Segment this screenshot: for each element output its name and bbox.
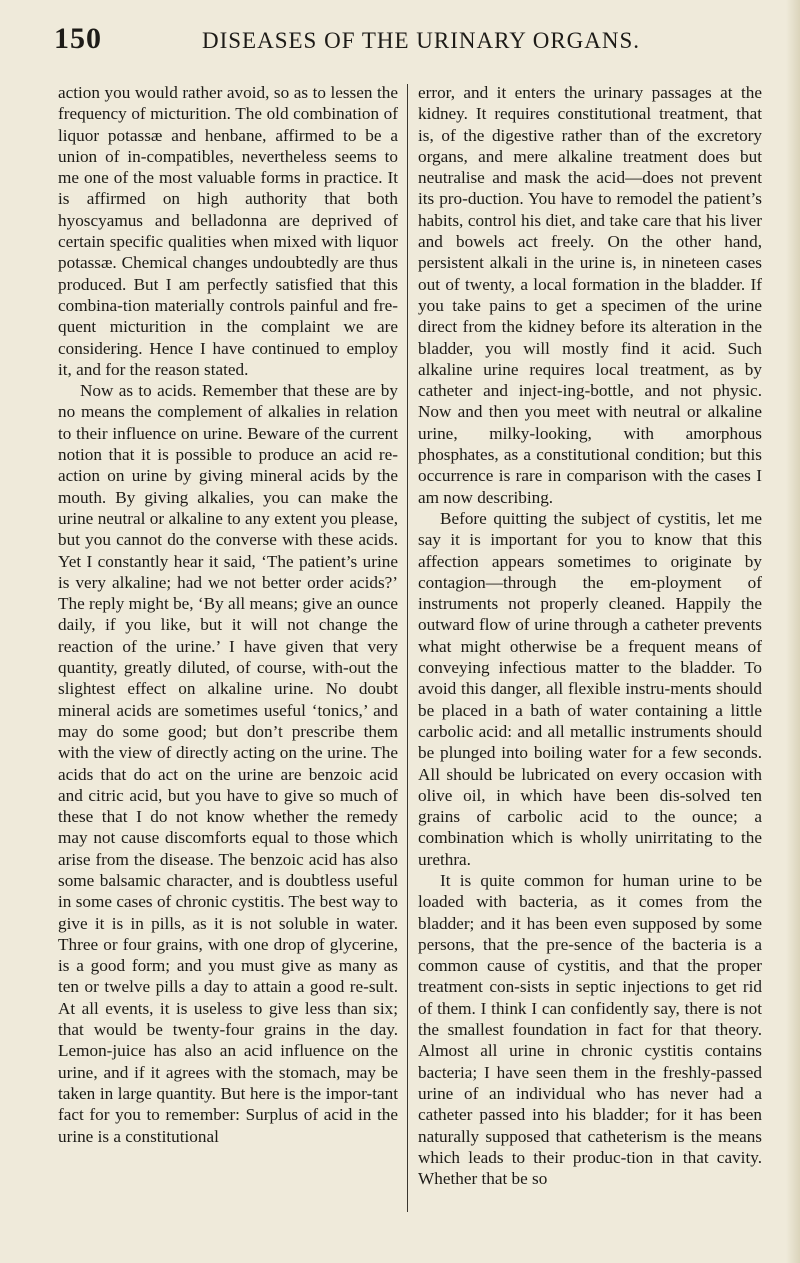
left-column xyxy=(58,82,398,1147)
right-column xyxy=(418,82,762,1189)
page-edge-shadow xyxy=(786,0,800,1263)
page-number: 150 xyxy=(54,22,102,55)
column-divider xyxy=(407,84,408,1212)
paragraph: Before quitting the subject of cystitis, let me say it is important for you to know that this affection appears sometimes to originate by contagion—through the em-ployment of instruments not properly cleaned. Happily the outward flow of urine through a catheter prevents what might otherwise be a frequent means of conveying infectious matter to the bladder. To avoid this danger, all flexible instru-ments should be placed in a bath of water containing a little carbolic acid: and all metallic instruments should be plunged into boiling water for a few seconds. All should be lubricated on every occasion with olive oil, in which have been dis-solved ten grains of carbolic acid to the ounce; a combination which is wholly unirritating to the urethra. xyxy=(418,508,762,869)
paragraph: It is quite common for human urine to be loaded with bacteria, as it comes from the bladder; and it has been even supposed by some persons, that the pre-sence of the bacteria is a common cause of cystitis, and that the proper treatment con-sists in septic injections to get rid of them. I think I can confidently say, there is not the smallest foundation in fact for that theory. Almost all urine in chronic cystitis contains bacteria; I have seen them in the freshly-passed urine of an individual who has never had a catheter passed into his bladder; for it has been naturally supposed that catheterism is the means which leads to their produc-tion in that cavity. Whether that be so xyxy=(418,870,762,1189)
paragraph: action you would rather avoid, so as to lessen the frequency of micturition. The old combination of liquor potassæ and henbane, affirmed to be a union of in-compatibles, nevertheless seems to me one of the most valuable forms in practice. It is affirmed on high authority that both hyoscyamus and belladonna are deprived of certain specific qualities when mixed with liquor potassæ. Chemical changes undoubtedly are thus produced. But I am perfectly satisfied that this combina-tion materially controls painful and fre-quent micturition in the complaint we are considering. Hence I have continued to employ it, and for the reason stated. xyxy=(58,83,398,379)
paragraph: Now as to acids. Remember that these are by no means the complement of alkalies in relation to their influence on urine. Beware of the current notion that it is possible to produce an acid re-action on urine by giving mineral acids by the mouth. By giving alkalies, you can make the urine neutral or alkaline to any extent you please, but you cannot do the converse with these acids. Yet I constantly hear it said, ‘The patient’s urine is very alkaline; had we not better order acids?’ The reply might be, ‘By all means; give an ounce daily, if you like, but it will not change the reaction of the urine.’ I have given that very quantity, greatly diluted, of course, with-out the slightest effect on alkaline urine. No doubt mineral acids are sometimes useful ‘tonics,’ and may do some good; but don’t prescribe them with the view of directly acting on the urine. The acids that do act on the urine are benzoic acid and citric acid, but you have to give so much of these that I do not know whether the remedy may not cause discomforts equal to those which arise from the disease. The benzoic acid has also some balsamic character, and is doubtless useful in some cases of chronic cystitis. The best way to give it is in pills, as it is not soluble in water. Three or four grains, with one drop of glycerine, is a good form; and you must give as many as ten or twelve pills a day to attain a good re-sult. At all events, it is useless to give less than six; that would be twenty-four grains in the day. Lemon-juice has also an acid influence on the urine, and if it agrees with the stomach, may be taken in large quantity. But here is the impor-tant fact for you to remember: Surplus of acid in the urine is a constitutional xyxy=(58,381,398,1146)
paragraph: error, and it enters the urinary passages at the kidney. It requires constitutional treatment, that is, of the digestive rather than of the excretory organs, and mere alkaline treatment does but neutralise and mask the acid—does not prevent its pro-duction. You have to remodel the patient’s habits, control his diet, and take care that his liver and bowels act freely. On the other hand, persistent alkali in the urine is, in nineteen cases out of twenty, a local formation in the bladder. If you take pains to get a specimen of the urine direct from the kidney before its alteration in the bladder, you will mostly find it acid. Such alkaline urine requires local treatment, as by catheter and inject-ing-bottle, and not physic. Now and then you meet with neutral or alkaline urine, milky-looking, with amorphous phosphates, as a constitutional condition; but this occurrence is rare in comparison with the cases I am now describing. xyxy=(418,83,762,507)
running-title: DISEASES OF THE URINARY ORGANS. xyxy=(202,28,641,53)
page-header xyxy=(48,22,752,62)
